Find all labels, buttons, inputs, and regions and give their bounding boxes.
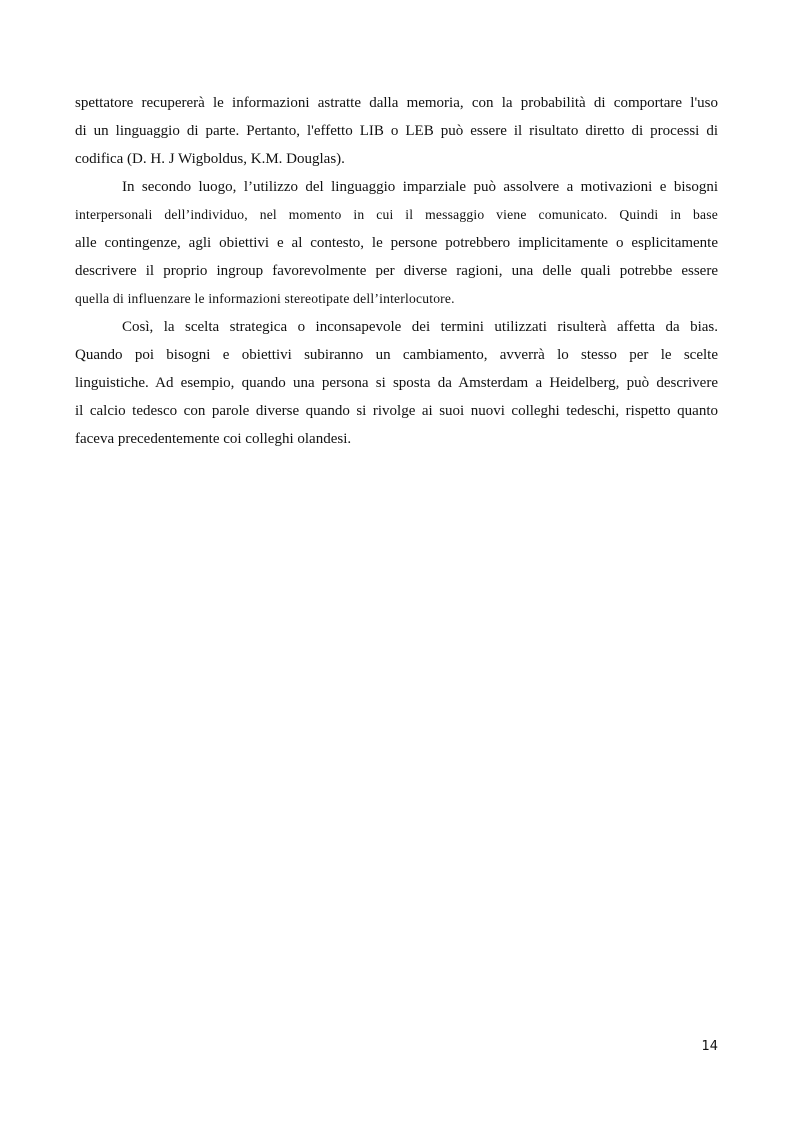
text-line: quella di influenzare le informazioni stereotipate dell’interlocutore. xyxy=(75,291,455,306)
page-number: 14 xyxy=(701,1039,718,1054)
text-line: descrivere il proprio ingroup favorevolmente per diverse ragioni, una delle quali potrebbe essere xyxy=(75,263,718,279)
text-line: Quando poi bisogni e obiettivi subiranno un cambiamento, avverrà lo stesso per le scelte xyxy=(75,347,718,363)
text-line: interpersonali dell’individuo, nel momento in cui il messaggio viene comunicato. Quindi in base xyxy=(75,207,718,222)
text-line: linguistiche. Ad esempio, quando una persona si sposta da Amsterdam a Heidelberg, può descrivere xyxy=(75,375,718,391)
text-line: il calcio tedesco con parole diverse quando si rivolge ai suoi nuovi colleghi tedeschi, rispetto quanto xyxy=(75,403,718,419)
paragraph-1 xyxy=(75,89,718,173)
text-line: alle contingenze, agli obiettivi e al contesto, le persone potrebbero implicitamente o esplicitamente xyxy=(75,235,718,251)
text-line: codifica (D. H. J Wigboldus, K.M. Douglas). xyxy=(75,151,345,167)
text-line: In secondo luogo, l’utilizzo del linguaggio imparziale può assolvere a motivazioni e bisogni xyxy=(122,179,718,195)
text-line: di un linguaggio di parte. Pertanto, l'effetto LIB o LEB può essere il risultato diretto di processi di xyxy=(75,123,718,139)
text-line: faceva precedentemente coi colleghi olandesi. xyxy=(75,431,352,447)
paragraph-2 xyxy=(75,173,718,313)
document-body xyxy=(75,89,718,453)
paragraph-3 xyxy=(75,313,718,453)
text-line: Così, la scelta strategica o inconsapevole dei termini utilizzati risulterà affetta da bias. xyxy=(122,319,718,335)
text-line: spettatore recupererà le informazioni astratte dalla memoria, con la probabilità di comportare l'uso xyxy=(75,95,718,111)
